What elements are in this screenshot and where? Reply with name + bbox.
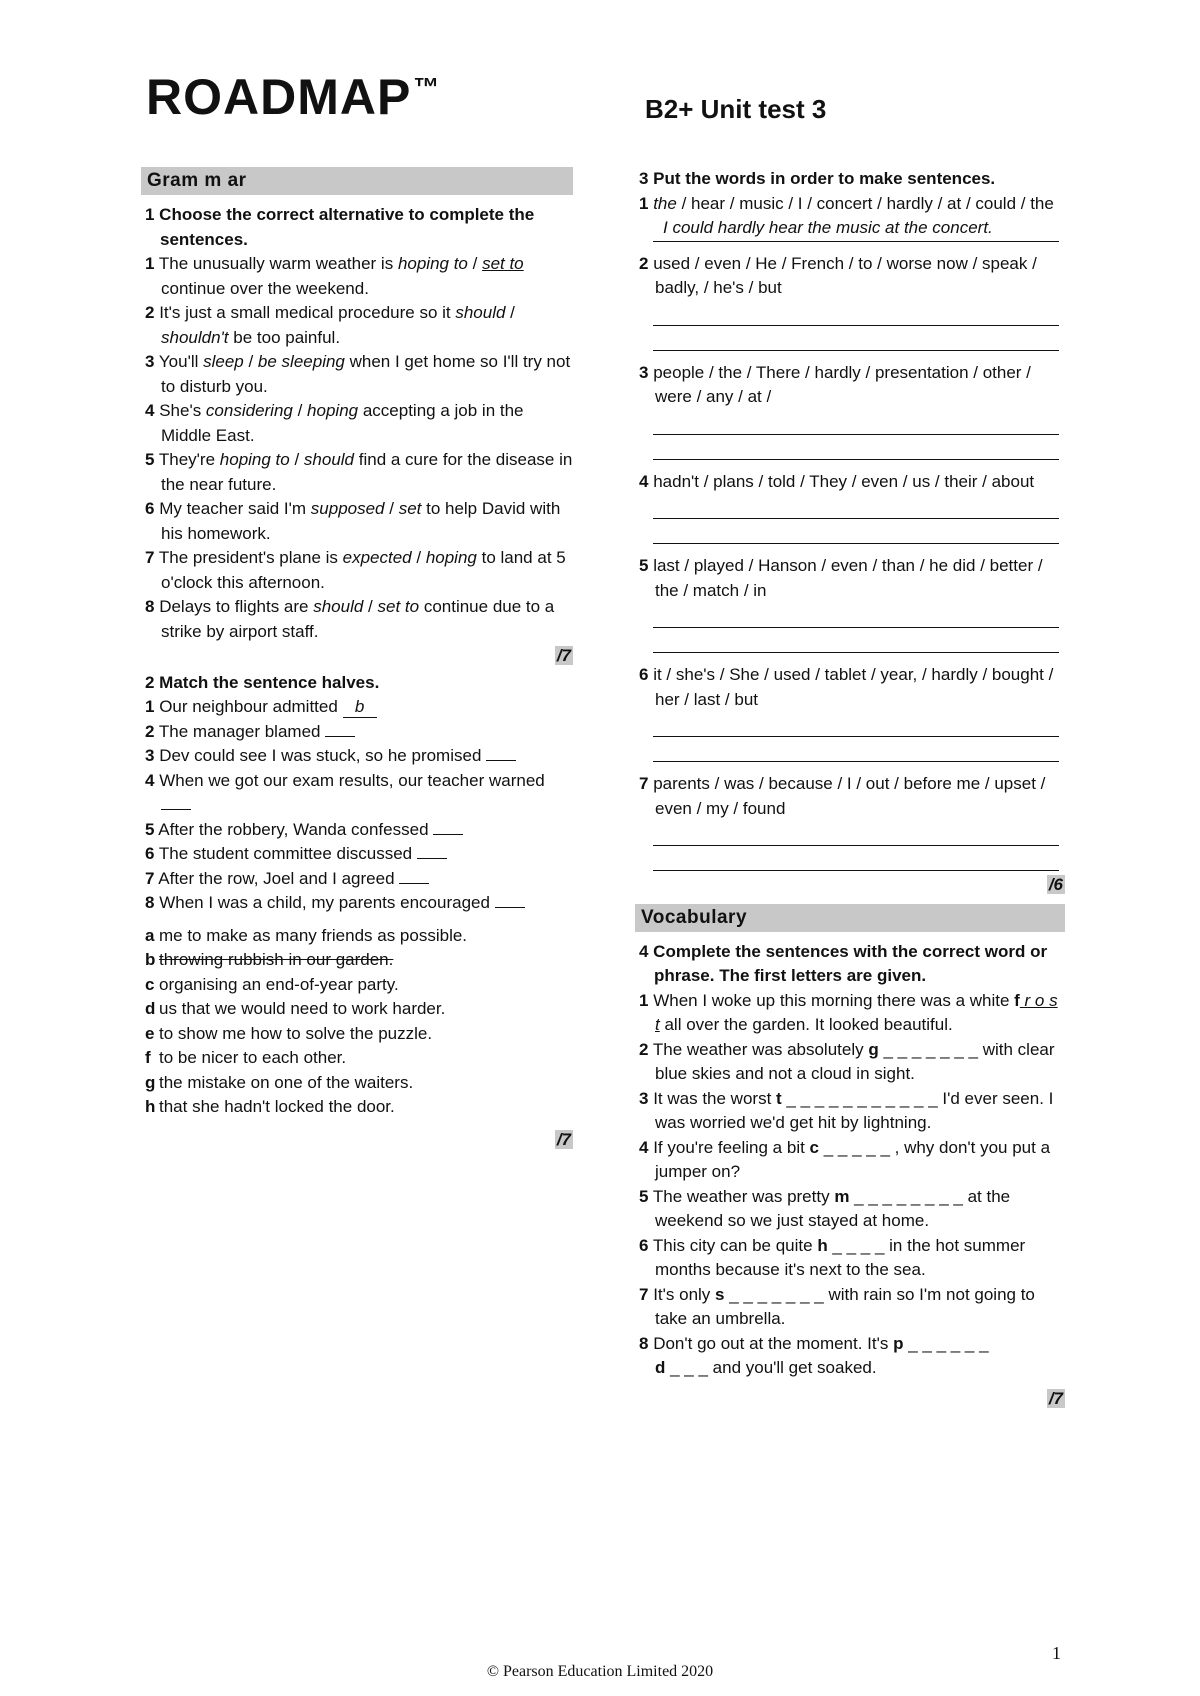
letter-gap[interactable]: r o s t [655, 990, 1058, 1034]
ex2-option: h that she hadn't locked the door. [145, 1097, 395, 1116]
ex2-item: 8 When I was a child, my parents encouraged [145, 891, 573, 916]
ex3-item: 3 people / the / There / hardly / presentation / other / were / any / at / [637, 361, 1065, 460]
alternative-2[interactable]: set to [482, 254, 524, 273]
ex3-list [637, 252, 1065, 872]
ex2-option: d us that we would need to work harder. [145, 999, 446, 1018]
answer-line[interactable] [653, 326, 1059, 351]
answer-blank[interactable] [325, 722, 355, 737]
answer-line[interactable] [653, 494, 1059, 519]
letter-gap[interactable]: _ _ _ _ _ _ _ _ _ _ _ [781, 1088, 938, 1108]
alternative-2[interactable]: shouldn't [161, 327, 229, 347]
ex1-score: /7 [556, 646, 571, 665]
answer-blank[interactable] [486, 746, 516, 761]
ex1-item: 4 She's considering / hoping accepting a job in the Middle East. [145, 401, 524, 445]
ex2-list [143, 695, 573, 916]
ex1-item: 6 My teacher said I'm supposed / set to help David with his homework. [145, 499, 561, 543]
ex1-item: 5 They're hoping to / should find a cure for the disease in the near future. [145, 450, 573, 494]
ex2-item: 3 Dev could see I was stuck, so he promised [145, 744, 573, 769]
answer-blank[interactable] [399, 869, 429, 884]
answer-blank[interactable]: b [343, 697, 377, 718]
ex2-item: 1 Our neighbour admitted b [145, 695, 573, 720]
ex4-score: /7 [1048, 1388, 1063, 1408]
ex2-option: f to be nicer to each other. [145, 1048, 347, 1067]
answer-line[interactable] [653, 821, 1059, 846]
ex2-item: 4 When we got our exam results, our teacher warned [145, 769, 573, 818]
ex4-item: 1 When I woke up this morning there was a white f r o s t all over the garden. It looked beautiful. [639, 990, 1058, 1034]
ex4-item: 5 The weather was pretty m _ _ _ _ _ _ _ _ at the weekend so we just stayed at home. [639, 1186, 1011, 1230]
ex2-item: 2 The manager blamed [145, 720, 573, 745]
ex3-item: 7 parents / was / because / I / out / before me / upset / even / my / found [637, 772, 1065, 871]
alternative-2[interactable]: be sleeping [257, 352, 345, 371]
ex2-item: 6 The student committee discussed [145, 842, 573, 867]
ex2-options [143, 924, 573, 1120]
unit-title: B2+ Unit test 3 [645, 94, 827, 124]
ex1-item: 2 It's just a small medical procedure so it should / shouldn't be too painful. [145, 303, 515, 347]
answer-blank[interactable] [417, 844, 447, 859]
alternative-2[interactable]: hoping [425, 548, 477, 567]
ex4-item: 4 If you're feeling a bit c _ _ _ _ _ , why don't you put a jumper on? [639, 1137, 1051, 1181]
alternative-2[interactable]: should [303, 450, 355, 469]
ex3-example-answer: I could hardly hear the music at the concert. [653, 216, 1059, 242]
ex1-item: 8 Delays to flights are should / set to continue due to a strike by airport staff. [145, 597, 555, 641]
alternative-2[interactable]: hoping [307, 401, 359, 420]
letter-gap[interactable]: _ _ _ _ _ _ _ [878, 1039, 978, 1059]
ex4-list [637, 989, 1065, 1381]
ex1-item: 3 You'll sleep / be sleeping when I get home so I'll try not to disturb you. [145, 352, 571, 396]
copyright: © Pearson Education Limited 2020 [486, 1663, 714, 1680]
left-column [143, 167, 573, 1152]
alternative-2[interactable]: set [398, 499, 422, 518]
letter-gap[interactable]: _ _ _ [665, 1358, 708, 1377]
answer-line[interactable] [653, 846, 1059, 871]
alternative-2[interactable]: set to [377, 597, 420, 616]
answer-line[interactable] [653, 737, 1059, 762]
section-grammar: Gram m ar [141, 167, 573, 195]
ex2-item: 5 After the robbery, Wanda confessed [145, 818, 573, 843]
page-number: 1 [1052, 1643, 1061, 1663]
section-vocabulary: Vocabulary [635, 904, 1065, 932]
right-column [637, 167, 1065, 1411]
ex4-item: 3 It was the worst t _ _ _ _ _ _ _ _ _ _ _ I'd ever seen. I was worried we'd get hit by lightning. [639, 1088, 1054, 1132]
alternative-1[interactable]: supposed [310, 499, 385, 518]
ex2-score: /7 [556, 1129, 571, 1149]
ex4-item: 6 This city can be quite h _ _ _ _ in the hot summer months because it's next to the sea. [639, 1235, 1026, 1279]
ex2-item: 7 After the row, Joel and I agreed [145, 867, 573, 892]
alternative-1[interactable]: sleep [203, 352, 244, 371]
answer-line[interactable] [653, 410, 1059, 435]
ex1-list [143, 252, 573, 644]
answer-blank[interactable] [495, 893, 525, 908]
alternative-1[interactable]: should [313, 597, 364, 616]
ex4-instruction: 4 Complete the sentences with the correct word or phrase. The first letters are given. [639, 941, 1048, 985]
alternative-1[interactable]: considering [205, 401, 293, 420]
ex1-item: 7 The president's plane is expected / hoping to land at 5 o'clock this afternoon. [145, 548, 566, 592]
letter-gap[interactable]: _ _ _ _ _ _ _ _ [849, 1186, 963, 1206]
brand-logo: ROADMAP™ [146, 69, 441, 125]
alternative-1[interactable]: hoping to [219, 450, 290, 469]
ex3-item: 5 last / played / Hanson / even / than / he did / better / the / match / in [637, 554, 1065, 653]
ex1-instruction: 1 Choose the correct alternative to complete the sentences. [145, 205, 535, 249]
answer-line[interactable] [653, 712, 1059, 737]
letter-gap[interactable]: _ _ _ _ _ _ _ [724, 1284, 824, 1304]
ex2-option: b throwing rubbish in our garden. [145, 950, 394, 969]
answer-line[interactable] [653, 519, 1059, 544]
ex3-item-1: 1 the / hear / music / I / concert / hardly / at / could / the [639, 193, 1054, 213]
ex1-item: 1 The unusually warm weather is hoping to / set to continue over the weekend. [145, 254, 524, 298]
ex2-option: a me to make as many friends as possible. [145, 925, 468, 945]
ex3-item: 2 used / even / He / French / to / worse now / speak / badly, / he's / but [637, 252, 1065, 351]
alternative-1[interactable]: should [455, 303, 506, 322]
alternative-1[interactable]: expected [342, 548, 412, 567]
ex2-instruction: 2 Match the sentence halves. [145, 672, 380, 692]
alternative-1[interactable]: hoping to [397, 254, 468, 273]
ex2-option: g the mistake on one of the waiters. [145, 1072, 414, 1092]
letter-gap[interactable]: _ _ _ _ _ [819, 1137, 890, 1157]
answer-blank[interactable] [161, 795, 191, 810]
answer-line[interactable] [653, 301, 1059, 326]
ex4-item: 8 Don't go out at the moment. It's p _ _ _ _ _ _ d _ _ _ and you'll get soaked. [639, 1333, 989, 1377]
ex3-item: 4 hadn't / plans / told / They / even / us / their / about [637, 470, 1065, 545]
answer-line[interactable] [653, 603, 1059, 628]
ex2-option: c organising an end-of-year party. [145, 974, 399, 994]
ex3-instruction: 3 Put the words in order to make sentences. [639, 169, 996, 188]
letter-gap[interactable]: _ _ _ _ [827, 1235, 885, 1255]
ex2-option: e to show me how to solve the puzzle. [145, 1023, 433, 1043]
answer-line[interactable] [653, 435, 1059, 460]
ex3-item: 6 it / she's / She / used / tablet / year, / hardly / bought / her / last / but [637, 663, 1065, 762]
ex4-item: 2 The weather was absolutely g _ _ _ _ _ _ _ with clear blue skies and not a cloud in sight. [639, 1039, 1055, 1083]
ex4-item: 7 It's only s _ _ _ _ _ _ _ with rain so I'm not going to take an umbrella. [639, 1284, 1035, 1328]
ex3-score: /6 [1048, 875, 1063, 894]
letter-gap[interactable]: _ _ _ _ _ _ [903, 1333, 989, 1353]
answer-line[interactable] [653, 628, 1059, 653]
answer-blank[interactable] [433, 820, 463, 835]
